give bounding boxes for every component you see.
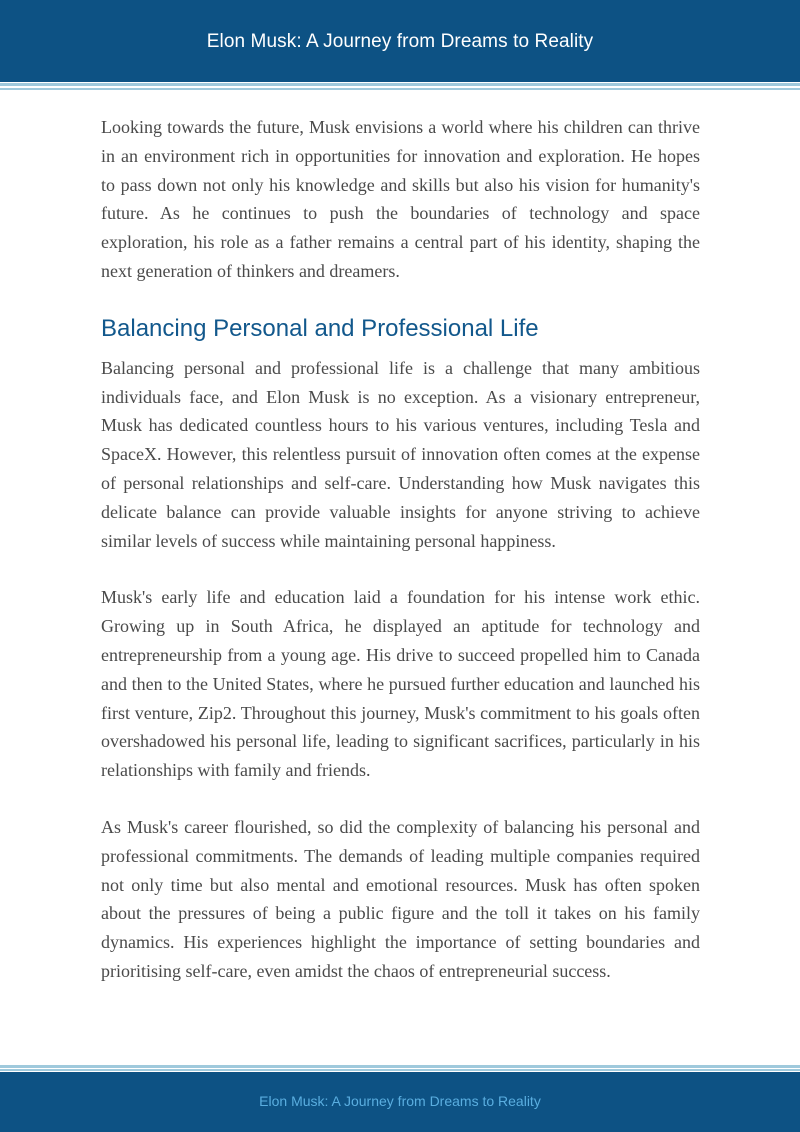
header-title: Elon Musk: A Journey from Dreams to Reality [206, 31, 594, 52]
footer-divider-thin [0, 1069, 800, 1071]
footer-divider [0, 1065, 800, 1068]
section-paragraph-2: Musk's early life and education laid a foundation for his intense work ethic. Growing up in South Africa, he displayed an aptitude for technology and entrepreneurship from a young age. His drive to succeed propelled him to Canada and then to the United States, where he pursued further education and launched his first venture, Zip2. Throughout this journey, Musk's commitment to his goals often overshadowed his personal life, leading to significant sacrifices, particularly in his relationships with family and friends. [101, 587, 700, 781]
intro-paragraph: Looking towards the future, Musk envisions a world where his children can thrive in an environment rich in opportunities for innovation and exploration. He hopes to pass down not only his knowledge and skills but also his vision for humanity's future. As he continues to push the boundaries of technology and space exploration, his role as a father remains a central part of his identity, shaping the next generation of thinkers and dreamers. [101, 117, 700, 281]
section-heading: Balancing Personal and Professional Life [101, 314, 539, 342]
footer-title: Elon Musk: A Journey from Dreams to Reality [259, 1093, 541, 1109]
page-content [101, 113, 700, 986]
header-divider [0, 83, 800, 86]
section-paragraph-1: Balancing personal and professional life is a challenge that many ambitious individuals face, and Elon Musk is no exception. As a visionary entrepreneur, Musk has dedicated countless hours to his various ventures, including Tesla and SpaceX. However, this relentless pursuit of innovation often comes at the expense of personal relationships and self-care. Understanding how Musk navigates this delicate balance can provide valuable insights for anyone striving to achieve similar levels of success while maintaining personal happiness. [101, 357, 700, 551]
section-paragraph-3: As Musk's career flourished, so did the complexity of balancing his personal and professional commitments. The demands of leading multiple companies required not only time but also mental and emotional resources. Musk has often spoken about the pressures of being a public figure and the toll it takes on his family dynamics. His experiences highlight the importance of setting boundaries and prioritising self-care, even amidst the chaos of entrepreneurial success. [101, 816, 700, 981]
header-divider-thin [0, 88, 800, 90]
